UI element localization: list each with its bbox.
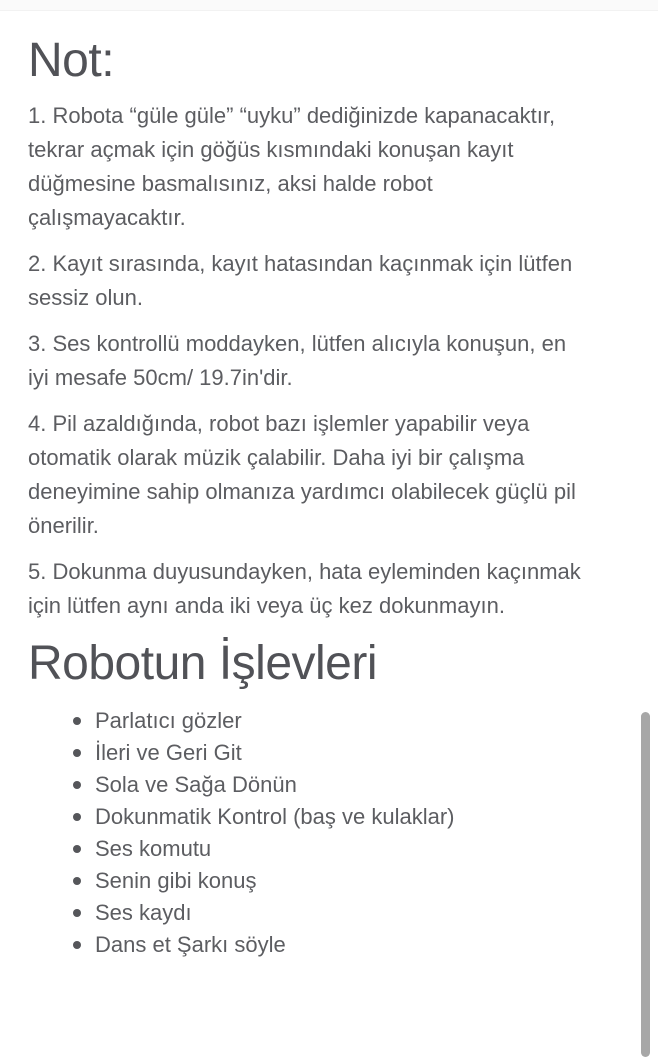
list-item [28,737,632,769]
functions-heading: Robotun İşlevleri [28,636,378,690]
list-item [28,769,632,801]
paragraph-line: önerilir. [28,512,99,538]
list-item [28,865,632,897]
bullet-icon [73,941,81,949]
note-heading: Not: [28,34,115,87]
note-paragraph-3 [28,327,632,395]
list-item [28,705,632,737]
list-item-label: Ses komutu [95,836,212,862]
list-item [28,897,632,929]
bullet-icon [73,717,81,725]
list-item-label: Ses kaydı [95,900,192,926]
list-item-label: Sola ve Sağa Dönün [95,772,297,798]
paragraph-line: tekrar açmak için göğüs kısmındaki konuşan kayıt [28,136,514,162]
note-paragraph-2 [28,247,632,315]
bullet-icon [73,877,81,885]
note-paragraph-4 [28,407,632,543]
paragraph-line: 3. Ses kontrollü moddayken, lütfen alıcıyla konuşun, en [28,330,567,356]
paragraph-line: 5. Dokunma duyusundayken, hata eyleminden kaçınmak [28,558,581,584]
paragraph-line: deneyimine sahip olmanıza yardımcı olabilecek güçlü pil [28,478,576,504]
paragraph-line: sessiz olun. [28,284,143,310]
paragraph-line: 4. Pil azaldığında, robot bazı işlemler yapabilir veya [28,410,530,436]
paragraph-line: çalışmayacaktır. [28,204,186,230]
list-item [28,833,632,865]
list-item-label: Dokunmatik Kontrol (baş ve kulaklar) [95,804,455,830]
list-item-label: Dans et Şarkı söyle [95,932,286,958]
list-item [28,801,632,833]
scrollbar-thumb[interactable] [641,712,650,1057]
bullet-icon [73,781,81,789]
list-item [28,929,632,961]
paragraph-line: iyi mesafe 50cm/ 19.7in'dir. [28,364,293,390]
bullet-icon [73,749,81,757]
paragraph-line: için lütfen aynı anda iki veya üç kez dokunmayın. [28,592,505,618]
paragraph-line: otomatik olarak müzik çalabilir. Daha iyi bir çalışma [28,444,525,470]
paragraph-line: düğmesine basmalısınız, aksi halde robot [28,170,433,196]
paragraph-line: 2. Kayıt sırasında, kayıt hatasından kaçınmak için lütfen [28,250,573,276]
functions-list [28,705,632,961]
paragraph-line: 1. Robota “güle güle” “uyku” dediğinizde kapanacaktır, [28,102,556,128]
bullet-icon [73,845,81,853]
note-paragraph-5 [28,555,632,623]
list-item-label: İleri ve Geri Git [95,740,242,766]
list-item-label: Senin gibi konuş [95,868,257,894]
list-item-label: Parlatıcı gözler [95,708,242,734]
note-paragraph-1 [28,99,632,235]
bullet-icon [73,909,81,917]
bullet-icon [73,813,81,821]
